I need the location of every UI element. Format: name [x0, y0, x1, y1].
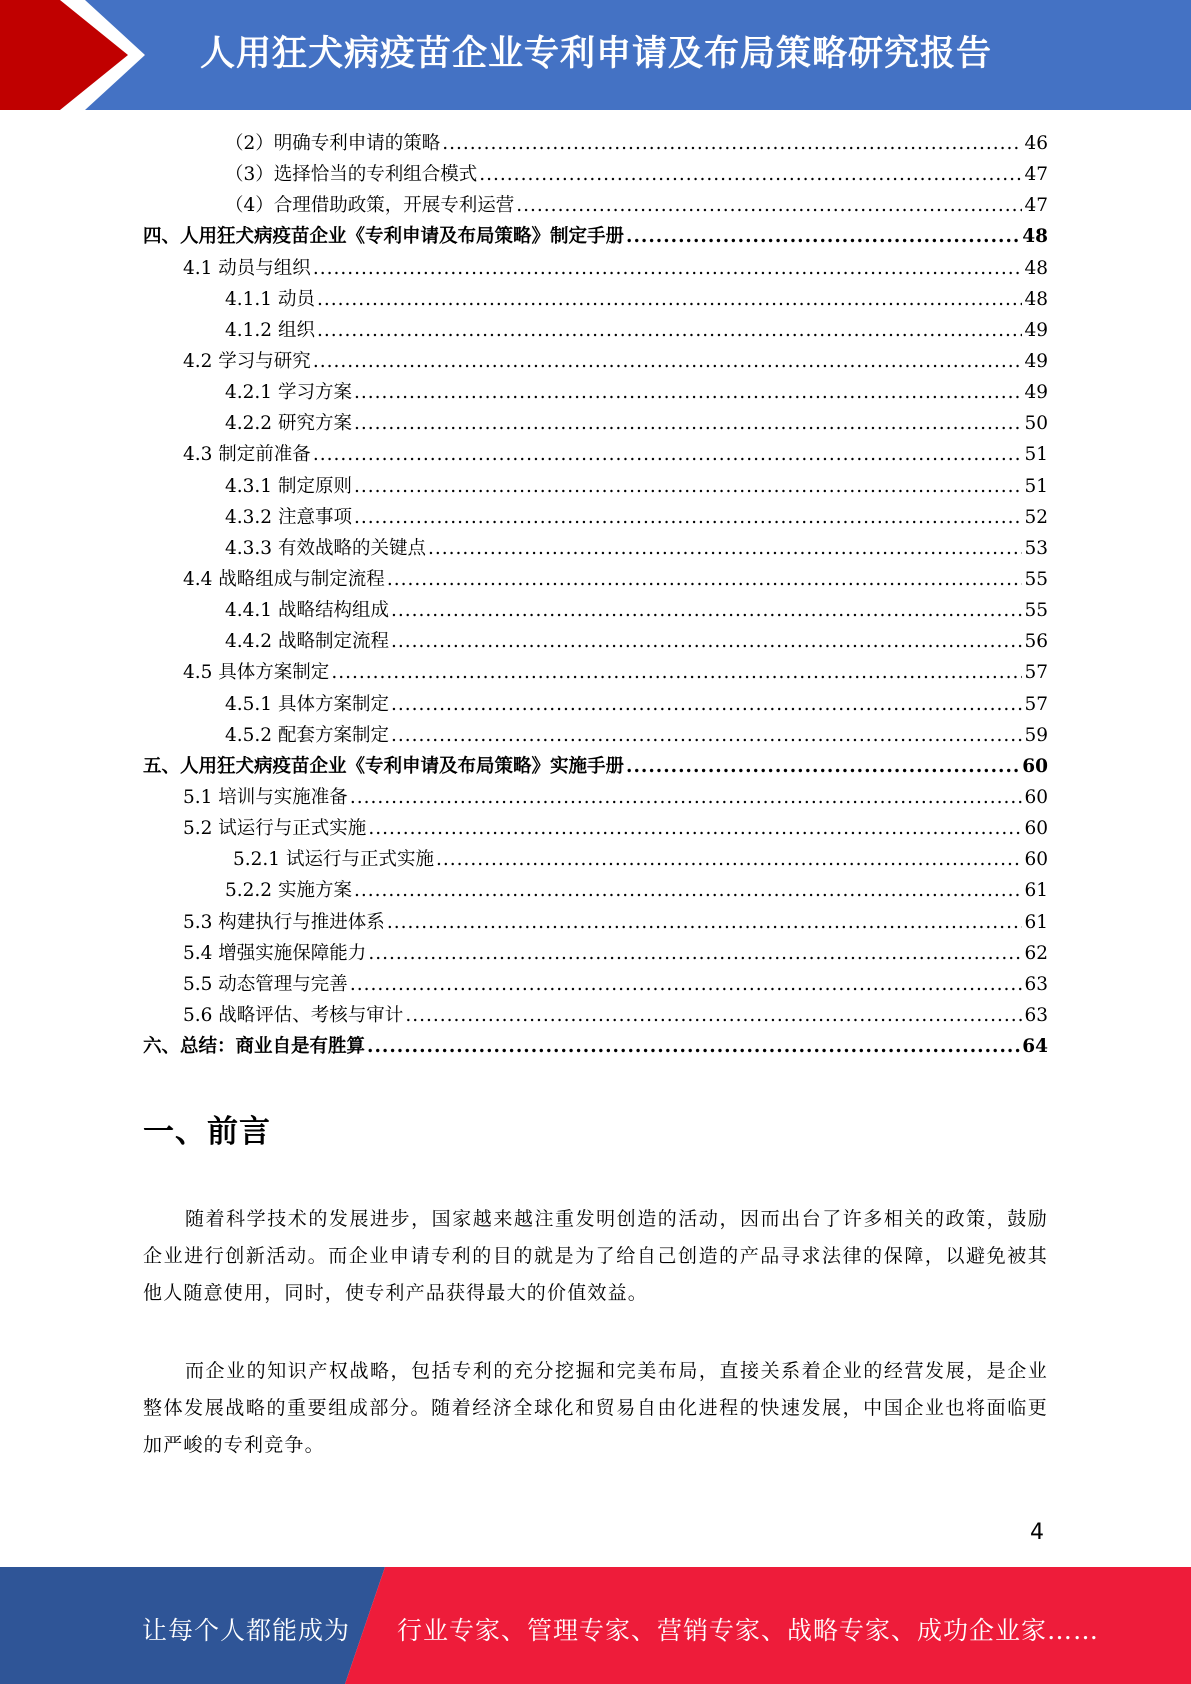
toc-leader-dots: [313, 439, 1023, 470]
toc-entry-page: 64: [1022, 1036, 1048, 1058]
toc-leader-dots: [354, 471, 1023, 502]
toc-entry-page: 60: [1024, 849, 1048, 871]
toc-entry-title: 5.5 动态管理与完善: [183, 973, 348, 995]
body-paragraph-2: 而企业的知识产权战略，包括专利的充分挖掘和完美布局，直接关系着企业的经营发展，是企业整体发展战略的重要组成部分。随着经济全球化和贸易自由化进程的快速发展，中国企业也将面临更加严峻的专利竞争。: [143, 1360, 1048, 1456]
toc-entry-page: 56: [1024, 631, 1048, 653]
toc-leader-dots: [317, 315, 1023, 346]
toc-entry-title: 4.5.2 配套方案制定: [225, 724, 389, 746]
toc-entry-page: 48: [1024, 257, 1048, 279]
toc-entry-title: 五、人用狂犬病疫苗企业《专利申请及布局策略》实施手册: [143, 755, 625, 777]
header-banner: [0, 0, 1191, 110]
toc-entry-title: 4.3 制定前准备: [183, 444, 311, 466]
toc-entry-page: 55: [1024, 568, 1048, 590]
toc-leader-dots: [313, 253, 1023, 284]
toc-entry-title: 4.3.3 有效战略的关键点: [225, 537, 426, 559]
toc-entry-page: 47: [1024, 164, 1048, 186]
toc-entry-page: 60: [1022, 755, 1048, 777]
toc-entry[interactable]: [143, 159, 1048, 190]
toc-leader-dots: [626, 221, 1020, 252]
toc-entry-title: （3）选择恰当的专利组合模式: [225, 164, 478, 186]
toc-entry-page: 48: [1024, 288, 1048, 310]
toc-leader-dots: [354, 377, 1023, 408]
toc-entry-page: 52: [1024, 506, 1048, 528]
toc-entry[interactable]: [143, 1031, 1048, 1062]
toc-entry-page: 63: [1024, 1004, 1048, 1026]
toc-entry-page: 63: [1024, 973, 1048, 995]
toc-entry[interactable]: [143, 408, 1048, 439]
toc-entry[interactable]: [143, 253, 1048, 284]
toc-leader-dots: [626, 751, 1020, 782]
toc-entry[interactable]: [143, 564, 1048, 595]
toc-entry-page: 50: [1024, 413, 1048, 435]
toc-leader-dots: [354, 875, 1023, 906]
toc-entry-title: 4.5.1 具体方案制定: [225, 693, 389, 715]
toc-entry-page: 55: [1024, 600, 1048, 622]
toc-entry[interactable]: [143, 190, 1048, 221]
toc-entry-page: 49: [1024, 382, 1048, 404]
toc-leader-dots: [354, 502, 1023, 533]
toc-entry[interactable]: [143, 533, 1048, 564]
body-paragraph-1: 随着科学技术的发展进步，国家越来越注重发明创造的活动，因而出台了许多相关的政策，鼓励企业进行创新活动。而企业申请专利的目的就是为了给自己创造的产品寻求法律的保障，以避免被其他人随意使用，同时，使专利产品获得最大的价值效益。: [143, 1208, 1048, 1304]
toc-entry-title: 4.2.1 学习方案: [225, 382, 352, 404]
toc-entry[interactable]: [143, 782, 1048, 813]
footer-slogan-right: 行业专家、管理专家、营销专家、战略专家、成功企业家……: [397, 1616, 1100, 1645]
toc-entry-title: 4.4 战略组成与制定流程: [183, 568, 385, 590]
toc-entry-title: （2）明确专利申请的策略: [225, 133, 441, 154]
toc-entry[interactable]: [143, 813, 1048, 844]
toc-entry-page: 59: [1024, 724, 1048, 746]
toc-entry-title: 4.1 动员与组织: [183, 257, 311, 279]
toc-entry[interactable]: [143, 471, 1048, 502]
toc-leader-dots: [436, 844, 1022, 875]
toc-leader-dots: [516, 190, 1022, 221]
toc-entry-page: 57: [1024, 693, 1048, 715]
toc-entry-page: 61: [1024, 880, 1048, 902]
toc-entry-title: 5.2.2 实施方案: [225, 880, 352, 902]
toc-entry[interactable]: [143, 221, 1048, 252]
toc-entry-page: 48: [1022, 226, 1048, 248]
toc-entry[interactable]: [143, 657, 1048, 688]
toc-entry-page: 60: [1024, 818, 1048, 840]
toc-entry[interactable]: [143, 626, 1048, 657]
toc-entry[interactable]: [143, 938, 1048, 969]
toc-entry-title: 4.1.2 组织: [225, 319, 315, 341]
toc-entry-title: 4.3.2 注意事项: [225, 506, 352, 528]
toc-entry-title: 4.1.1 动员: [225, 288, 315, 310]
toc-leader-dots: [442, 128, 1022, 159]
toc-entry-page: 62: [1024, 942, 1048, 964]
toc-entry-title: 5.2 试运行与正式实施: [183, 818, 367, 840]
page-number: 4: [1030, 1520, 1044, 1545]
toc-entry-title: 4.4.2 战略制定流程: [225, 631, 389, 653]
toc-entry-title: 5.1 培训与实施准备: [183, 786, 348, 808]
toc-leader-dots: [387, 907, 1023, 938]
footer-banner: [0, 1567, 1191, 1684]
toc-entry-title: 4.4.1 战略结构组成: [225, 600, 389, 622]
toc-entry[interactable]: [143, 439, 1048, 470]
toc-entry[interactable]: [143, 907, 1048, 938]
toc-entry-title: 5.4 增强实施保障能力: [183, 942, 367, 964]
toc-entry-title: （4）合理借助政策，开展专利运营: [225, 195, 515, 217]
report-title: 人用狂犬病疫苗企业专利申请及布局策略研究报告: [200, 34, 993, 74]
footer-slogan-left: 让每个人都能成为: [142, 1616, 351, 1645]
toc-entry[interactable]: [143, 875, 1048, 906]
toc-entry[interactable]: [143, 377, 1048, 408]
toc-leader-dots: [391, 720, 1022, 751]
toc-entry-title: 4.5 具体方案制定: [183, 662, 330, 684]
toc-entry[interactable]: [143, 1000, 1048, 1031]
toc-entry-title: 5.6 战略评估、考核与审计: [183, 1004, 404, 1026]
toc-entry[interactable]: [143, 502, 1048, 533]
toc-entry-page: 51: [1024, 444, 1048, 466]
toc-entry[interactable]: [143, 128, 1048, 159]
toc-entry-page: 51: [1024, 475, 1048, 497]
toc-entry-title: 5.2.1 试运行与正式实施: [233, 849, 434, 871]
toc-entry[interactable]: [143, 315, 1048, 346]
toc-entry-page: 60: [1024, 786, 1048, 808]
toc-entry[interactable]: [143, 346, 1048, 377]
toc-entry[interactable]: [143, 689, 1048, 720]
toc-leader-dots: [387, 564, 1023, 595]
toc-leader-dots: [479, 159, 1022, 190]
toc-entry-page: 53: [1024, 537, 1048, 559]
toc-leader-dots: [405, 1000, 1022, 1031]
table-of-contents: [143, 128, 1048, 1062]
toc-leader-dots: [350, 969, 1023, 1000]
toc-entry[interactable]: [143, 969, 1048, 1000]
toc-leader-dots: [428, 533, 1022, 564]
section-heading: 一、前言: [143, 1114, 271, 1150]
toc-entry[interactable]: [143, 595, 1048, 626]
toc-entry-title: 4.2 学习与研究: [183, 350, 311, 372]
toc-entry-title: 四、人用狂犬病疫苗企业《专利申请及布局策略》制定手册: [143, 226, 625, 248]
toc-entry[interactable]: [143, 720, 1048, 751]
toc-leader-dots: [350, 782, 1023, 813]
toc-entry[interactable]: [143, 844, 1048, 875]
toc-leader-dots: [354, 408, 1023, 439]
toc-leader-dots: [368, 813, 1022, 844]
toc-entry-page: 61: [1024, 911, 1048, 933]
toc-leader-dots: [331, 657, 1022, 688]
toc-entry-title: 4.2.2 研究方案: [225, 413, 352, 435]
toc-leader-dots: [368, 938, 1022, 969]
toc-entry-title: 5.3 构建执行与推进体系: [183, 911, 385, 933]
toc-leader-dots: [313, 346, 1023, 377]
toc-entry[interactable]: [143, 751, 1048, 782]
toc-entry-page: 57: [1024, 662, 1048, 684]
toc-entry[interactable]: [143, 284, 1048, 315]
toc-leader-dots: [391, 689, 1022, 720]
toc-leader-dots: [367, 1031, 1020, 1062]
toc-leader-dots: [391, 626, 1022, 657]
toc-leader-dots: [391, 595, 1022, 626]
toc-entry-page: 49: [1024, 319, 1048, 341]
toc-entry-title: 六、总结：商业自是有胜算: [143, 1036, 366, 1058]
toc-entry-page: 47: [1024, 195, 1048, 217]
toc-entry-page: 49: [1024, 350, 1048, 372]
toc-entry-page: 46: [1024, 133, 1048, 154]
toc-entry-title: 4.3.1 制定原则: [225, 475, 352, 497]
toc-leader-dots: [317, 284, 1023, 315]
